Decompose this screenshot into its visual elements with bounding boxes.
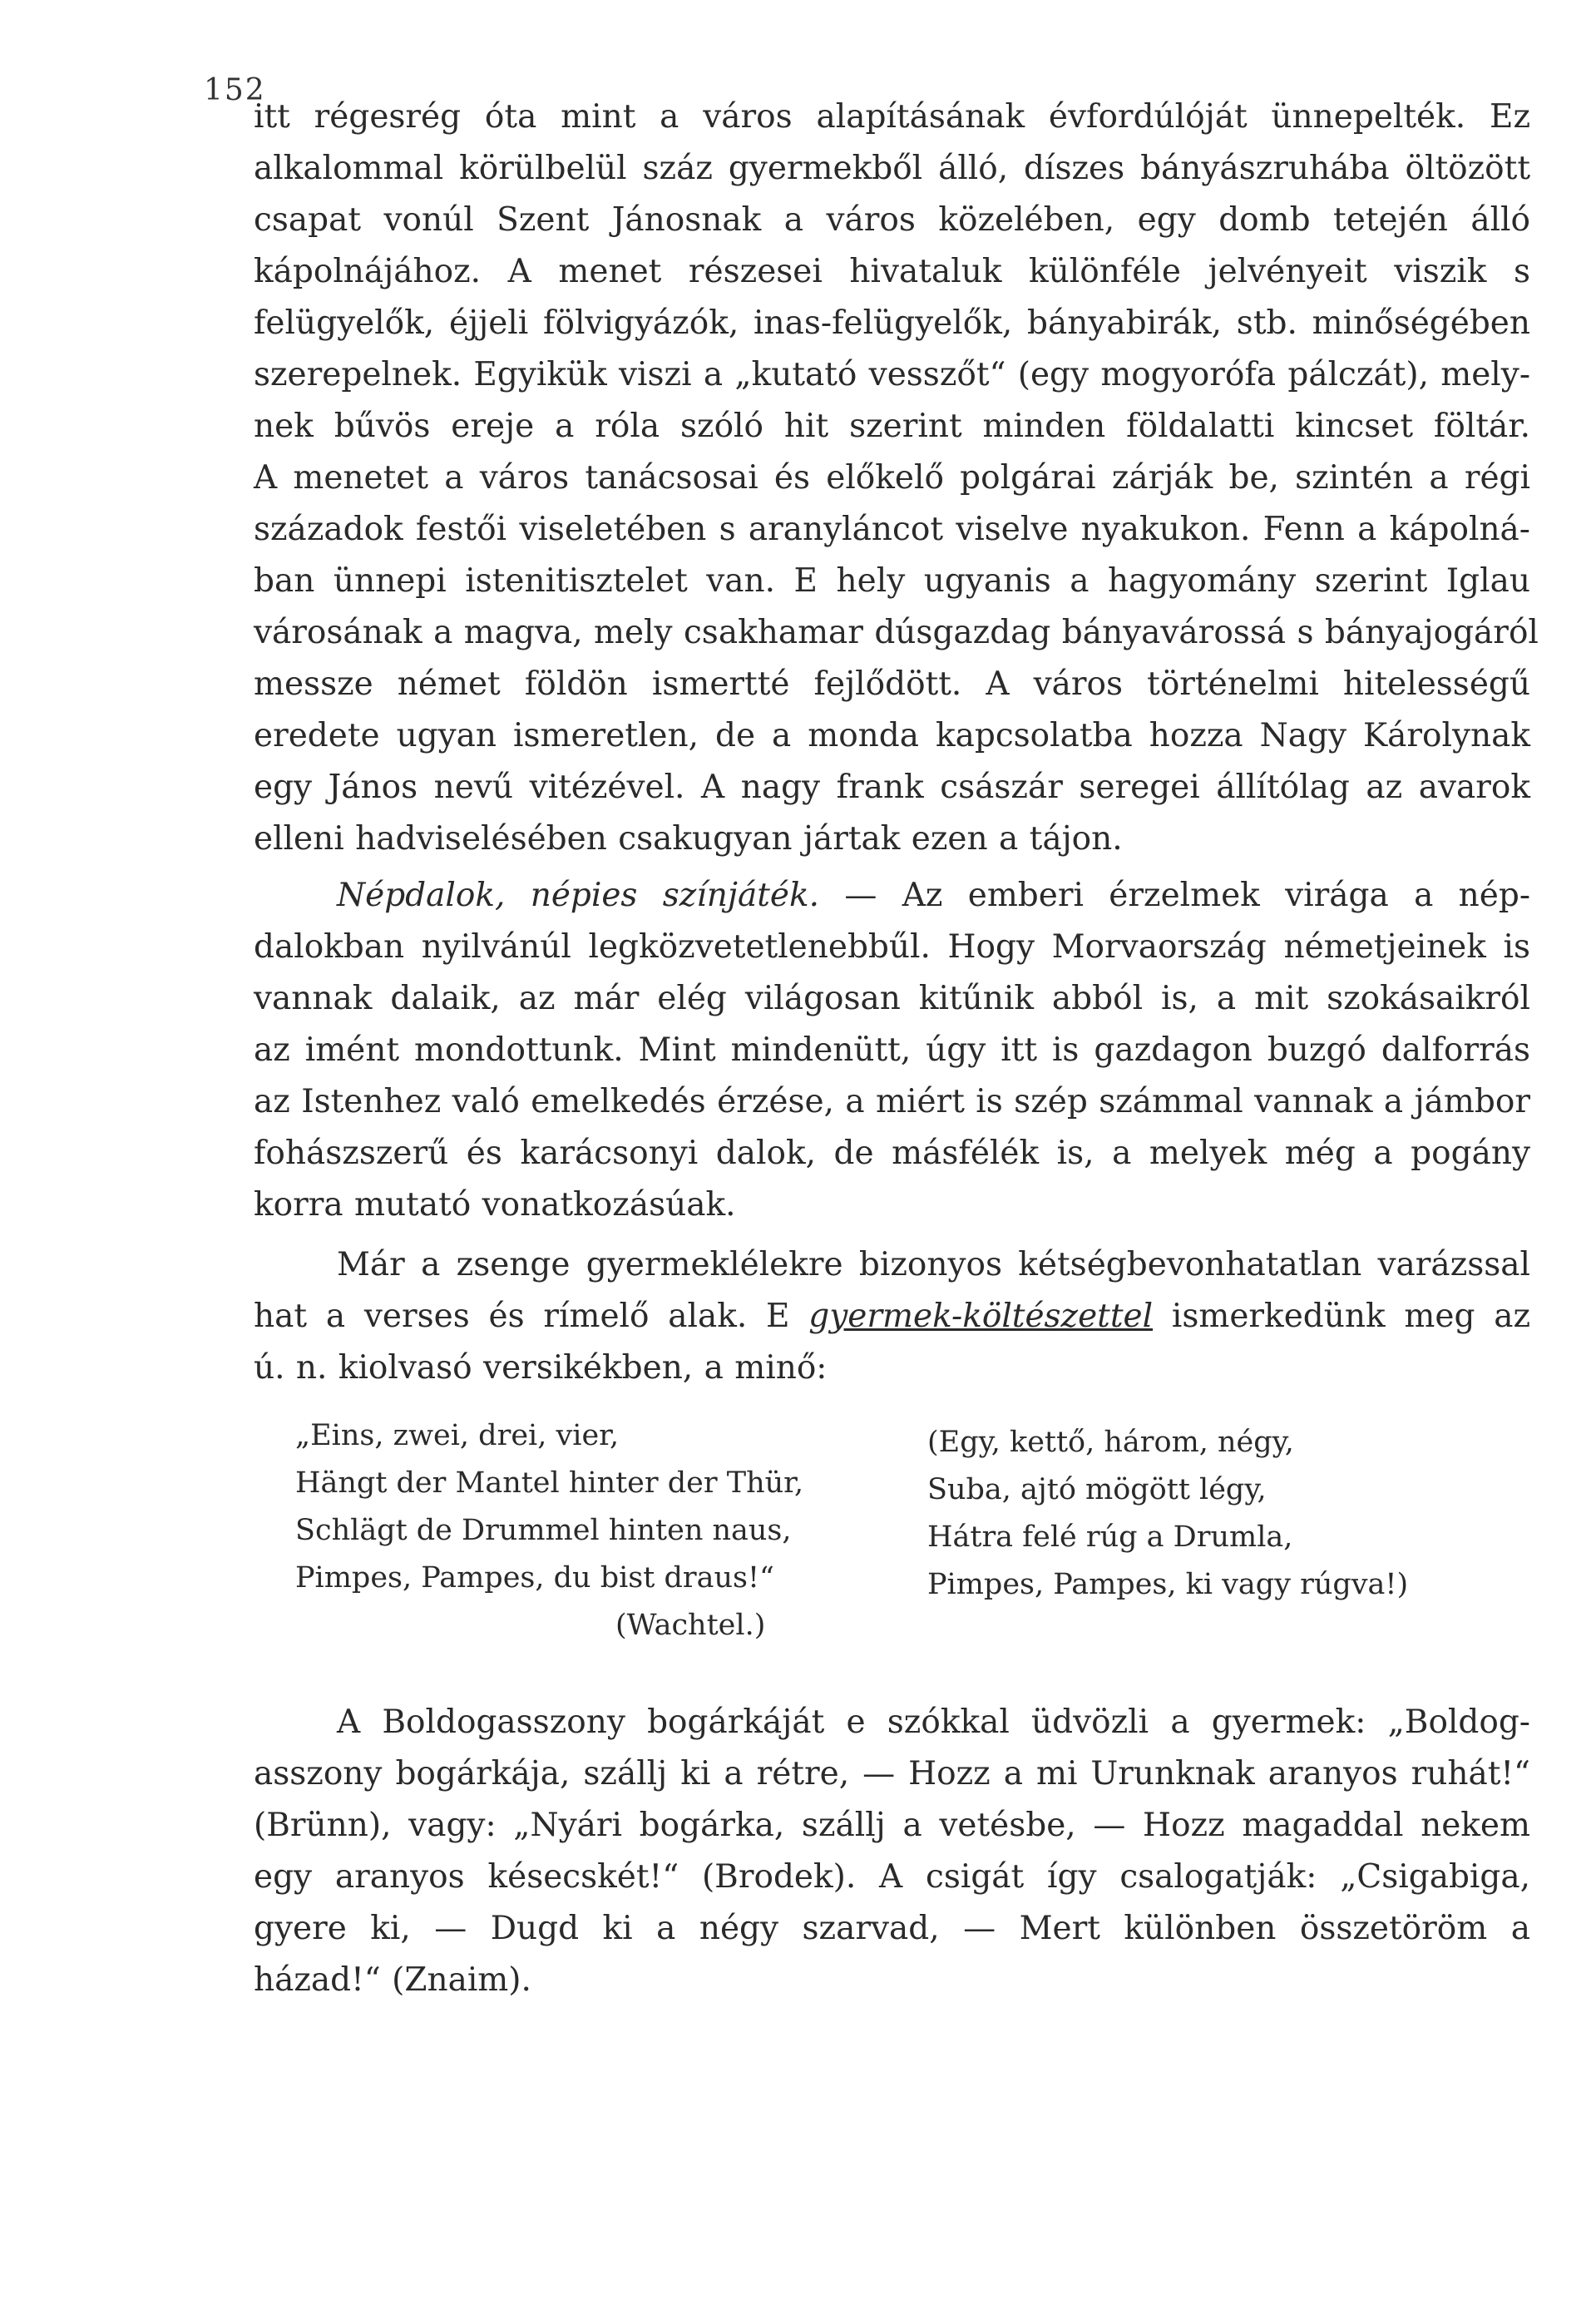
section-heading-line bbox=[337, 870, 1530, 922]
page-number: 152 bbox=[204, 73, 266, 107]
emphasized-term: gyermek-költészettel bbox=[808, 1298, 1154, 1335]
text-line: az imént mondottunk. Mint mindenütt, úgy itt is gazdagon buzgó dalforrás bbox=[254, 1031, 1530, 1069]
verse-line-german: Hängt der Mantel hinter der Thür, bbox=[295, 1466, 804, 1500]
text-line: egy János nevű vitézével. A nagy frank császár seregei állítólag az avarok bbox=[254, 769, 1530, 806]
text-line: felügyelők, éjjeli fölvigyázók, inas-felügyelők, bányabirák, stb. minőségében bbox=[254, 304, 1530, 342]
text-line: dalokban nyilvánúl legközvetetlenebbűl. Hogy Morvaország németjeinek is bbox=[254, 928, 1530, 966]
section-heading: Népdalok, népies színjáték. bbox=[337, 877, 820, 914]
text-line: házad!“ (Znaim). bbox=[254, 1961, 531, 1999]
text-line: szerepelnek. Egyikük viszi a „kutató vesszőt“ (egy mogyorófa pálczát), mely- bbox=[254, 356, 1530, 393]
text-line: nek bűvös ereje a róla szóló hit szerint minden földalatti kincset föltár. bbox=[254, 408, 1530, 445]
text-line: (Brünn), vagy: „Nyári bogárka, szállj a vetésbe, — Hozz magaddal nekem bbox=[254, 1807, 1530, 1844]
text-line: A Boldogasszony bogárkáját e szókkal üdvözli a gyermek: „Boldog- bbox=[337, 1703, 1530, 1741]
text-span: ismerkedünk meg az bbox=[1153, 1298, 1530, 1335]
text-line: csapat vonúl Szent Jánosnak a város közelében, egy domb tetején álló bbox=[254, 201, 1530, 239]
text-line: alkalommal körülbelül száz gyermekből álló, díszes bányászruhába öltözött bbox=[254, 150, 1530, 187]
text-line bbox=[254, 1291, 1530, 1342]
text-line: egy aranyos késecskét!“ (Brodek). A csigát így csalogatják: „Csigabiga, bbox=[254, 1858, 1530, 1896]
text-line: korra mutató vonatkozásúak. bbox=[254, 1186, 736, 1224]
text-line: századok festői viseletében s aranyláncot viselve nyakukon. Fenn a kápolná- bbox=[254, 511, 1530, 548]
text-line: elleni hadviselésében csakugyan jártak ezen a tájon. bbox=[254, 820, 1123, 858]
text-line: az Istenhez való emelkedés érzése, a miért is szép számmal vannak a jámbor bbox=[254, 1083, 1530, 1120]
verse-line-hungarian: (Egy, kettő, három, négy, bbox=[927, 1426, 1294, 1459]
verse-line-german: „Eins, zwei, drei, vier, bbox=[295, 1419, 620, 1452]
text-line: kápolnájához. A menet részesei hivataluk különféle jelvényeit viszik s bbox=[254, 253, 1530, 290]
text-line: ú. n. kiolvasó versikékben, a minő: bbox=[254, 1349, 828, 1387]
text-span: — Az emberi érzelmek virága a nép- bbox=[819, 877, 1531, 914]
verse-credit: (Wachtel.) bbox=[615, 1609, 766, 1642]
text-line: fohászszerű és karácsonyi dalok, de másfélék is, a melyek még a pogány bbox=[254, 1135, 1530, 1172]
verse-line-german: Pimpes, Pampes, du bist draus!“ bbox=[295, 1561, 774, 1595]
text-line: gyere ki, — Dugd ki a négy szarvad, — Mert különben összetöröm a bbox=[254, 1910, 1530, 1947]
text-line: itt régesrég óta mint a város alapításának évfordúlóját ünnepelték. Ez bbox=[254, 98, 1530, 136]
verse-line-hungarian: Pimpes, Pampes, ki vagy rúgva!) bbox=[927, 1568, 1409, 1601]
text-span: hat a verses és rímelő alak. E bbox=[254, 1298, 809, 1335]
text-line: városának a magva, mely csakhamar dúsgazdag bányavárossá s bányajogáról bbox=[254, 614, 1539, 651]
verse-line-hungarian: Suba, ajtó mögött légy, bbox=[927, 1473, 1267, 1506]
text-line: messze német földön ismertté fejlődött. A város történelmi hitelességű bbox=[254, 665, 1530, 703]
text-line: ban ünnepi istenitisztelet van. E hely ugyanis a hagyomány szerint Iglau bbox=[254, 562, 1530, 600]
verse-line-hungarian: Hátra felé rúg a Drumla, bbox=[927, 1520, 1293, 1554]
text-line: Már a zsenge gyermeklélekre bizonyos kétségbevonhatatlan varázssal bbox=[337, 1246, 1530, 1283]
text-line: asszony bogárkája, szállj ki a rétre, — Hozz a mi Urunknak aranyos ruhát!“ bbox=[254, 1755, 1530, 1792]
text-line: eredete ugyan ismeretlen, de a monda kapcsolatba hozza Nagy Károlynak bbox=[254, 717, 1530, 754]
verse-line-german: Schlägt de Drummel hinten naus, bbox=[295, 1514, 792, 1547]
text-line: A menetet a város tanácsosai és előkelő polgárai zárják be, szintén a régi bbox=[254, 459, 1530, 497]
text-line: vannak dalaik, az már elég világosan kitűnik abból is, a mit szokásaikról bbox=[254, 980, 1530, 1017]
